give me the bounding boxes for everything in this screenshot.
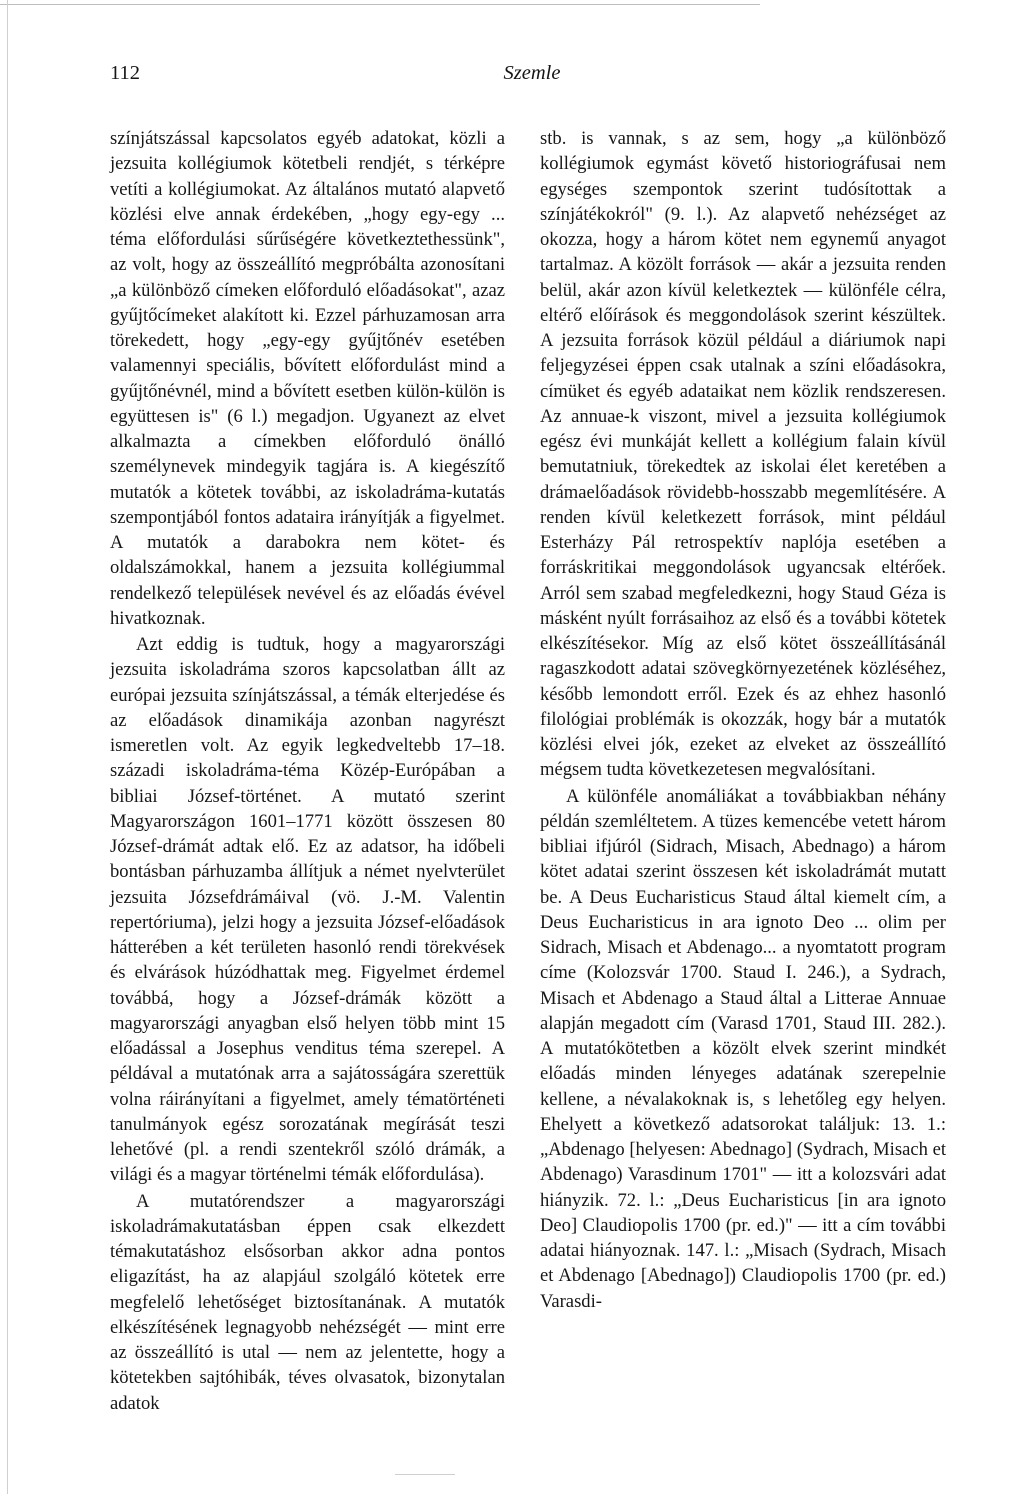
right-paragraph-2: A különféle anomáliákat a továbbiakban néhány példán szemléltetem. A tüzes kemencébe vetett három bibliai ifjúról (Sidrach, Misach, Abednago) a három kötet adatai szerint összesen két iskoladrámát mutatt be. A Deus Eucharisticus Staud által kiemelt cím, a Deus Eucharisticus in ara ignoto Deo ... olim per Sidrach, Misach et Abdenago... a nyomtatott program címe (Kolozsvár 1700. Staud I. 246.), a Sydrach, Misach et Abdenago a Staud által a Litterae Annuae alapján megadott cím (Varasd 1701, Staud III. 282.). A mutatókötetben a közölt elvek szerint mindkét előadás minden lényeges adatának szerepelnie kellene, a névalakoknak is, s lehetőleg egy helyen. Ehelyett a következő adatsorokat találjuk: 13. 1.: „Abdenago [helyesen: Abednago] (Sydrach, Misach et Abdenago) Varasdinum 1701" — itt a kolozsvári adat hiányzik. 72. l.: „Deus Eucharisticus [in ara ignoto Deo] Claudiopolis 1700 (pr. ed.)" — itt a cím további adatai hiányoznak. 147. l.: „Misach (Sydrach, Misach et Abdenago [Abednago]) Claudiopolis 1700 (pr. ed.) Varasdi- bbox=[540, 785, 946, 1312]
running-title: Szemle bbox=[503, 62, 561, 84]
left-paragraph-3: A mutatórendszer a magyarországi iskoladrámakutatásban éppen csak elkezdett témakutatáshoz elsősorban akkor adna pontos eligazítást, ha az alapjául szolgáló kötetek erre megfelelő lehetőséget biztosítanának. A mutatók elkészítésének legnagyobb nehézségét — mint erre az összeállító is utal — nem az jelentette, hogy a kötetekben sajtóhibák, téves olvasatok, bizonytalan adatok bbox=[110, 1190, 505, 1414]
right-column bbox=[540, 126, 946, 1386]
right-paragraph-1: stb. is vannak, s az sem, hogy „a különböző kollégiumok egymást követő historiográfusai nem egységes szempontok szerint tudósítottak a színjátékokról" (9. l.). Az alapvető nehézséget az okozza, hogy a három kötet nem egynemű anyagot tartalmaz. A közölt források — akár a jezsuita renden belül, akár azon kívül keletkeztek — különféle célra, eltérő előírások és meggondolások szerint készültek. A jezsuita források közül például a diáriumok napi feljegyzései éppen csak utalnak a színi előadásokra, címüket és egyéb adataikat nem közlik rendszeresen. Az annuae-k viszont, mivel a jezsuita kollégiumok egész évi munkáját kellett a kollégium falain kívül bemutatniuk, törekedtek az iskolai élet keretében a drámaelőadások rövidebb-hosszabb megemlítésére. A renden kívül keletkezett források, mint például Esterházy Pál retrospektív naplója esetében a forráskritikai meggondolások ugyancsak eltérőek. Arról sem szabad megfeledkezni, hogy Staud Géza is másként nyúlt forrásaihoz az első és a további kötetek elkészítésekor. Míg az első kötet összeállításánál ragaszkodott adatai szövegkörnyezetének közléséhez, később lemondott erről. Ezek és az ehhez hasonló filológiai problémák is okozzák, hogy bár a mutatók közlési elvei jók, ezeket az elveket az összeállító mégsem tudta következetesen megvalósítani. bbox=[540, 128, 946, 781]
scan-edge-left bbox=[7, 0, 8, 1494]
left-column bbox=[110, 126, 505, 1414]
page-number: 112 bbox=[110, 62, 140, 84]
left-paragraph-1: színjátszással kapcsolatos egyéb adatokat, közli a jezsuita kollégiumok kötetbeli rendjét, s térképre vetíti a kollégiumokat. Az általános mutató alapvető közlési elve annak érdekében, „hogy egy-egy ... téma előfordulási sűrűségére következtethessünk", az volt, hogy az összeállító megpróbálta azonosítani „a különböző címeken előforduló előadásokat", azaz gyűjtőcímeket alakított ki. Ezzel párhuzamosan arra törekedett, hogy „egy-egy gyűjtőnév esetében valamennyi speciális, bővített előfordulást mind a gyűjtőnévnél, mind a bővített esetben külön-külön is együttesen is" (6 l.) megadjon. Ugyanezt az elvet alkalmazta a címekben előforduló önálló személynevek mindegyik tagjára is. A kiegészítő mutatók a kötetek további, az iskoladráma-kutatás szempontjából fontos adataira irányítják a figyelmet. A mutatók a darabokra nem kötet- és oldalszámokkal, hanem a jezsuita kollégiummal rendelkező települések nevével és az előadás évével hivatkoznak. bbox=[110, 128, 505, 629]
page-header bbox=[110, 62, 954, 92]
scan-edge-top bbox=[0, 4, 760, 5]
left-paragraph-2: Azt eddig is tudtuk, hogy a magyarországi jezsuita iskoladráma szoros kapcsolatban állt az európai jezsuita színjátszással, a témák elterjedése és az előadások dinamikája azonban nagyrészt ismeretlen volt. Az egyik legkedveltebb 17–18. századi iskoladráma-téma Közép-Európában a bibliai József-történet. A mutató szerint Magyarországon 1601–1771 között összesen 80 József-drámát adtak elő. Ez az adatsor, ha időbeli bontásban párhuzamba állítjuk a német nyelvterület jezsuita Józsefdrámáival (vö. J.-M. Valentin repertóriuma), jelzi hogy a jezsuita József-előadások hátterében a két területen hasonló rendi törekvések és elvárások húzódhattak meg. Figyelmet érdemel továbbá, hogy a József-drámák között a magyarországi anyagban első helyen több mint 15 előadással a Josephus venditus téma szerepel. A példával a mutatónak arra a sajátosságára szerettük volna ráirányítani a figyelmet, amely tématörténeti tanulmányok egész sorozatának megírását teszi lehetővé (pl. a rendi szentekről szóló drámák, a világi és a magyar történelmi témák előfordulása). bbox=[110, 634, 505, 1186]
scan-artifact-line bbox=[395, 1474, 455, 1475]
